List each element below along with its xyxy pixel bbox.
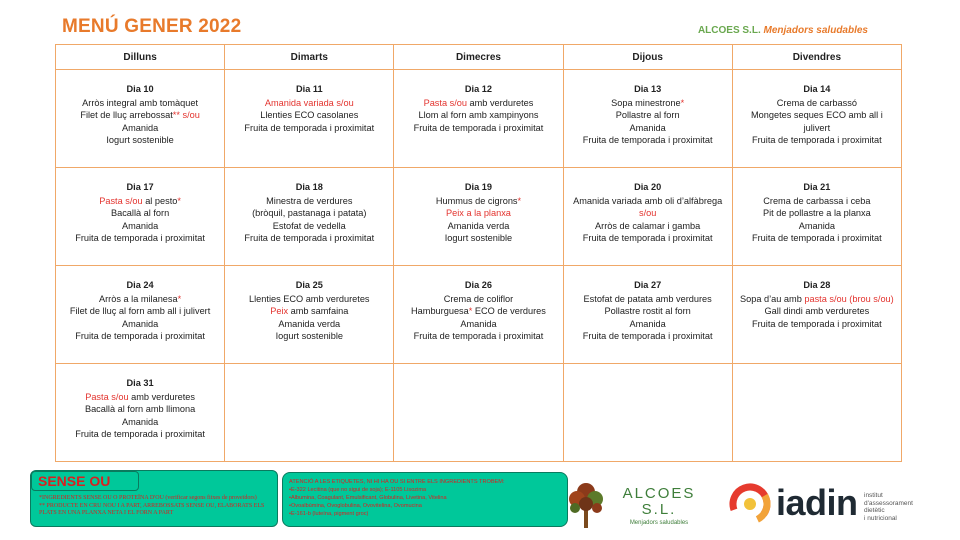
menu-week-row [56,70,902,168]
day-label: Dia 12 [464,84,492,94]
menu-day-cell [732,70,901,168]
atencio-line: •Ovoalbúmina, Ovoglobulina, Ovovitelina, Ovomucina [289,503,422,509]
dish-line [62,293,218,306]
dish-line [739,207,895,220]
iadin-desc-line: d'assessorament [864,499,913,507]
dish-line [739,305,895,318]
menu-cell-empty [563,364,732,462]
dish-text: Arròs de calamar i gamba [595,220,701,231]
day-label: Dia 28 [803,280,831,290]
sense-ou-box [30,470,278,527]
dish-text: Filet de lluç al forn amb all i julivert [69,306,211,316]
dish-line [231,330,387,343]
alcoes-logo-line1: ALCOES [622,485,696,502]
day-label: Dia 17 [126,182,154,192]
dish-line [400,318,556,331]
dish-text: Filet de lluç arrebossat [80,110,173,120]
sense-ou-note: ** PRODUCTE EN CRU NOU I A PART, ARREBOSSATS SENSE OU, ELABORATS ELS PLATS EN UNA PLANXA NETA I EL FORN A PART [39,502,265,516]
day-label: Dia 24 [126,280,154,290]
dish-text: Llom al forn amb xampinyons [418,110,539,120]
dish-text: Fruita de temporada i proximitat [752,233,882,243]
weekday-header-row [56,45,902,70]
dish-line [62,97,218,110]
dish-text: Mongetes seques ECO amb all i julivert [750,110,883,133]
tree-logo-icon [566,478,606,528]
dish-text: Sopa minestrone [611,97,681,108]
dish-text: Fruita de temporada i proximitat [582,331,713,341]
dish-line [231,232,387,245]
iadin-logo-icon [728,482,772,526]
dish-line [570,318,726,331]
dish-allergen-text: Pasta s/ou [423,97,467,108]
menu-week-row [56,364,902,462]
dish-text: Crema de carbassó [776,97,857,108]
dish-text: Hamburguesa [411,306,469,316]
dish-text: Fruita de temporada i proximitat [244,122,375,133]
menu-day-cell [394,266,563,364]
dish-text: Fruita de temporada i proximitat [752,318,882,329]
atencio-line: •Albumina, Coagulant, Emulsificant, Globulina, Livetina, Vitelina [289,495,447,501]
dish-text: Arròs integral amb tomàquet [82,97,199,108]
day-label: Dia 14 [803,84,831,94]
iadin-description [864,492,913,522]
header-tuesday: Dimarts [225,45,394,70]
dish-text: Fruita de temporada i proximitat [582,233,713,243]
dish-text: Llenties ECO casolanes [260,110,359,120]
dish-text: Amanida verda [278,318,341,329]
atencio-line: ATENCIÓ A LES ETIQUETES, NI HI HA OU SI ENTRE ELS INGREDIENTS TROBEM: [289,479,505,485]
dish-line [400,330,556,343]
dish-line [739,220,895,233]
dish-line [570,305,726,318]
dish-line [570,330,726,343]
dish-line [400,97,556,110]
dish-line [400,232,556,245]
dish-line [231,122,387,135]
dish-allergen-text: Peix a la planxa [446,208,511,218]
dish-text: Amanida [121,318,159,329]
dish-line [231,305,387,318]
dish-text: Crema de coliflor [443,293,514,304]
menu-cell-empty [732,364,901,462]
menu-body [56,70,902,462]
dish-text: Fruita de temporada i proximitat [75,331,205,341]
dish-allergen-text: Amanida variada s/ou [264,97,354,108]
sense-ou-title: SENSE OU [31,471,139,491]
dish-line [62,195,218,208]
dish-line [62,428,218,441]
dish-allergen-text: s/ou [638,208,657,218]
dish-text: Llenties ECO amb verduretes [249,293,370,304]
dish-line [400,220,556,233]
menu-week-row [56,266,902,364]
dish-line [231,220,387,233]
header-friday: Divendres [732,45,901,70]
menu-day-cell [394,168,563,266]
dish-text: Fruita de temporada i proximitat [413,122,544,133]
menu-day-cell [56,70,225,168]
menu-cell-empty [225,364,394,462]
dish-line [231,195,387,208]
menu-day-cell [732,168,901,266]
day-label: Dia 20 [634,182,662,192]
dish-line [62,207,218,220]
dish-allergen-text: * [177,293,182,304]
dish-allergen-text: * [517,195,522,206]
dish-text: Iogurt sostenible [275,331,343,341]
dish-line [62,330,218,343]
dish-allergen-text: Peix [270,306,289,316]
dish-text: Hummus de cigrons [435,195,518,206]
dish-line [400,207,556,220]
dish-text: Amanida [121,122,159,133]
dish-text: Fruita de temporada i proximitat [752,135,882,145]
menu-day-cell [563,168,732,266]
iadin-desc-line: i nutricional [864,514,897,522]
menu-day-cell [225,266,394,364]
header-wednesday: Dimecres [394,45,563,70]
dish-line [62,134,218,147]
dish-allergen-text: Pasta s/ou [99,195,143,206]
menu-day-cell [563,70,732,168]
dish-text: amb verduretes [466,97,534,108]
dish-text: (bròquil, pastanaga i patata) [252,208,367,218]
atencio-box [282,472,568,527]
dish-allergen-text: Pasta s/ou [85,391,129,402]
page-title: MENÚ GENER 2022 [62,16,242,37]
day-label: Dia 31 [126,378,154,388]
dish-line [62,391,218,404]
menu-day-cell [56,168,225,266]
dish-line [570,195,726,220]
menu-table [55,44,902,462]
dish-line [231,97,387,110]
iadin-wordmark: iadin [776,482,858,523]
dish-line [62,305,218,318]
menu-cell-empty [394,364,563,462]
day-label: Dia 21 [803,182,831,192]
dish-text: Fruita de temporada i proximitat [413,331,544,341]
dish-allergen-text: * [177,195,181,206]
dish-text: Amanida verda [447,220,510,231]
dish-allergen-text: * [680,97,685,108]
dish-allergen-text: * [468,306,473,316]
dish-line [570,122,726,135]
day-label: Dia 13 [634,84,662,94]
menu-day-cell [225,70,394,168]
dish-text: Amanida [798,220,835,231]
sense-ou-note: *INGREDIENTS SENSE OU O PROTEÏNA D'OU (verificar segons fitxes de proveïdors) [39,495,257,501]
day-label: Dia 19 [464,182,492,192]
day-label: Dia 25 [295,280,323,290]
dish-text: Amanida variada amb oli d’alfàbrega [573,195,723,206]
dish-line [62,122,218,135]
dish-allergen-text: ** s/ou [172,110,200,120]
dish-text: Bacallà al forn amb llimona [84,404,196,414]
dish-text: Amanida [121,220,159,231]
day-label: Dia 27 [634,280,662,290]
dish-text: Pollastre al forn [615,110,680,120]
dish-line [62,220,218,233]
dish-text: ECO de verdures [472,306,546,316]
menu-day-cell [563,266,732,364]
day-label: Dia 11 [296,84,323,94]
dish-text: Pollastre rostit al forn [604,306,691,316]
atencio-line: •E-322 Lecitina (que no sigui de soja); E-1105 Lisozima [289,487,427,493]
dish-line [739,232,895,245]
menu-day-cell [56,266,225,364]
dish-text: Amanida [629,122,666,133]
dish-line [400,195,556,208]
dish-line [62,232,218,245]
dish-line [400,109,556,122]
dish-line [231,293,387,306]
dish-text: al pesto [142,195,178,206]
dish-line [739,97,895,110]
dish-line [570,134,726,147]
dish-text: Fruita de temporada i proximitat [75,233,205,243]
dish-line [231,207,387,220]
dish-text: Estofat de patata amb verdures [583,293,712,304]
company-header [698,25,868,36]
dish-line [570,293,726,306]
dish-line [400,122,556,135]
dish-text: amb verduretes [128,391,195,402]
dish-text: Amanida [121,416,159,427]
dish-line [739,109,895,134]
dish-line [231,109,387,122]
day-label: Dia 10 [126,84,154,94]
iadin-desc-line: institut [864,492,883,499]
dish-line [62,318,218,331]
dish-text: Fruita de temporada i proximitat [582,135,713,145]
dish-text: Amanida [460,318,497,329]
iadin-desc-line: dietètic [864,507,885,514]
sense-ou-notes [39,495,275,518]
dish-line [570,97,726,110]
menu-day-cell [225,168,394,266]
dish-text: Minestra de verdures [266,195,353,206]
dish-line [62,416,218,429]
dish-text: amb samfaina [288,306,349,316]
dish-text: Sopa d’au amb [740,293,805,304]
dish-text: Fruita de temporada i proximitat [244,233,375,243]
header-thursday: Dijous [563,45,732,70]
atencio-line: •E-161-b (luteína, pigment groc) [289,511,369,517]
dish-line [400,305,556,318]
dish-line [570,220,726,233]
menu-day-cell [56,364,225,462]
dish-line [739,318,895,331]
dish-text: Crema de carbassa i ceba [763,195,871,206]
menu-week-row [56,168,902,266]
dish-text: Amanida [629,318,666,329]
dish-line [400,293,556,306]
alcoes-logo [612,485,706,526]
alcoes-logo-tagline: Menjadors saludables [629,520,689,526]
dish-text: Estofat de vedella [272,220,346,231]
day-label: Dia 18 [295,182,323,192]
dish-text: Iogurt sostenible [444,233,513,243]
menu-day-cell [732,266,901,364]
alcoes-logo-line2: S.L. [641,501,677,518]
dish-text: Fruita de temporada i proximitat [75,429,205,439]
dish-line [62,109,218,122]
dish-text: Arròs a la milanesa [98,293,178,304]
dish-text: Bacallà al forn [110,208,170,218]
dish-text: Pit de pollastre a la planxa [762,208,871,218]
day-label: Dia 26 [464,280,492,290]
company-name: ALCOES S.L. [697,25,761,36]
dish-line [570,232,726,245]
dish-text: Iogurt sostenible [106,135,174,145]
dish-line [739,293,895,306]
dish-line [62,403,218,416]
company-tagline: Menjadors saludables [763,25,868,36]
dish-text: Gall dindi amb verduretes [764,306,870,316]
dish-line [231,318,387,331]
dish-line [739,195,895,208]
dish-line [739,134,895,147]
dish-allergen-text: pasta s/ou (brou s/ou) [804,293,894,304]
header-monday: Dilluns [56,45,225,70]
dish-line [570,109,726,122]
menu-day-cell [394,70,563,168]
